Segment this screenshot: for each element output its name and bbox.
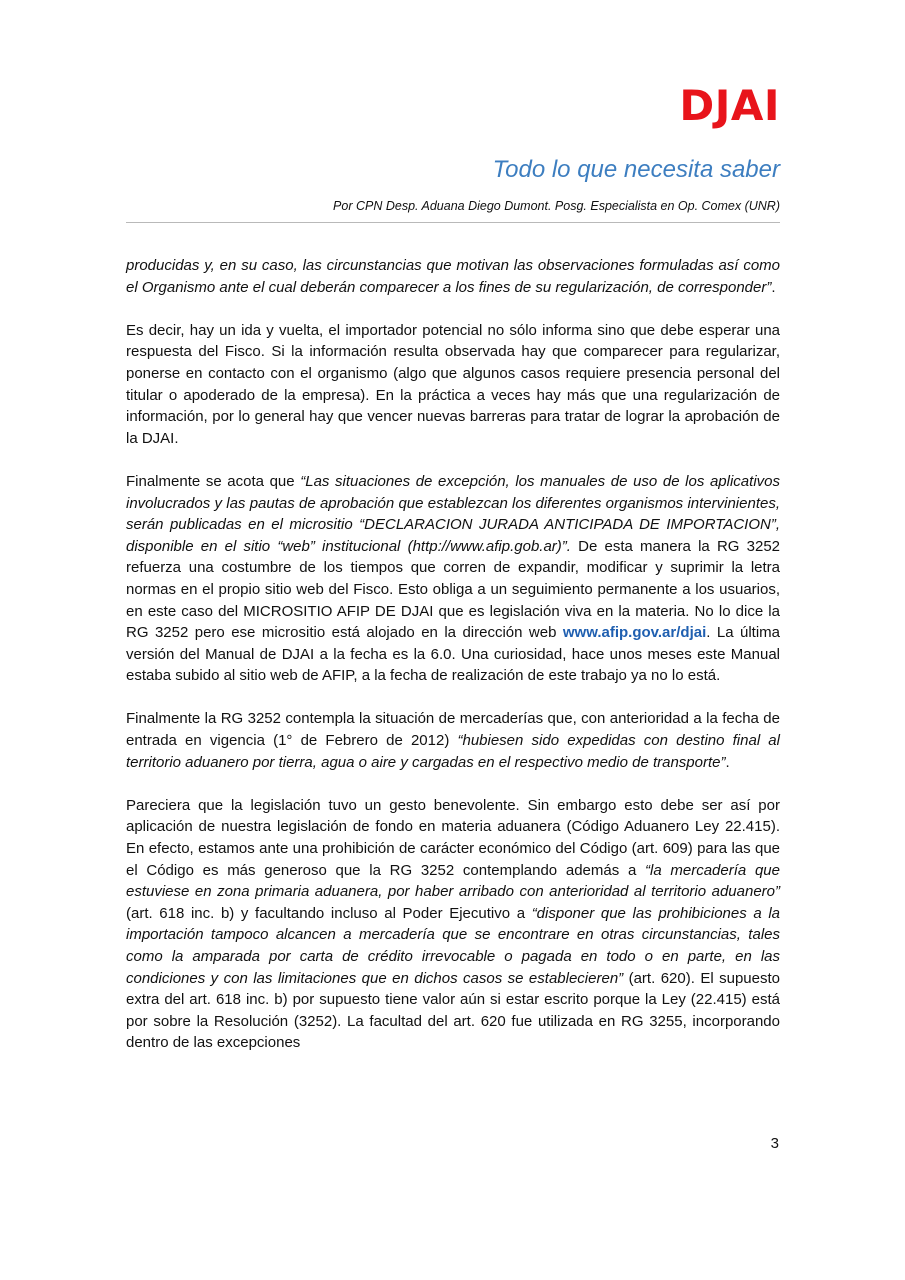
text: . — [771, 278, 776, 296]
text: Finalmente la RG 3252 contempla la situación de mercaderías que, con anterioridad a la fecha de entrada en vigencia (1° de Febrero de 2012) — [126, 710, 780, 750]
text: De esta manera la RG 3252 refuerza una costumbre de los tiempos que corren de expandir, modificar y suprimir la letra normas en el propio sitio web del Fisco. Esto obliga a un seguimiento permanente a los usuarios, en este caso del MICROSITIO AFIP DE DJAI que es legislación viva en la materia. No lo dice la RG 3252 pero ese micrositio está alojado en la dirección web — [126, 537, 780, 642]
quote: “disponer que las prohibiciones a la importación tampoco alcancen a mercadería que se encontrare en otras circunstancias, tales como la amparada por carta de crédito irrevocable o pagada en todo o en parte, en las condiciones y con las limitaciones que en dichos casos se establecieren” — [126, 904, 781, 987]
header-divider — [126, 222, 780, 223]
quote: “hubiesen sido expedidas con destino final al territorio aduanero por tierra, agua o aire y cargadas en el respectivo medio de transporte” — [126, 732, 780, 771]
document-subtitle: Todo lo que necesita saber — [492, 156, 780, 183]
quote: “la mercadería que estuviese en zona primaria aduanera, por haber arribado con anterioridad al territorio aduanero” — [126, 861, 780, 901]
quote: “Las situaciones de excepción, los manuales de uso de los aplicativos involucrados y las pautas de aprobación que establezcan los diferentes organismos intervinientes, serán publicadas en el micrositio “DECLARACION JURADA ANTICIPADA DE IMPORTACION”, disponible en el sitio “web” institucional (http://www.afip.gob.ar)”. — [126, 472, 780, 555]
text: Es decir, hay un ida y vuelta, el importador potencial no sólo informa sino que debe esperar una respuesta del Fisco. Si la información resulta observada hay que comparecer para regularizar, ponerse en contacto con el organismo (algo que algunos casos requiere presencia personal del titular o apoderado de la empresa). En la práctica a veces hay más que una regularización de información, por lo general hay que vencer nuevas barreras para tratar de lograr la aprobación de la DJAI. — [126, 321, 780, 447]
document-title: DJAI — [679, 81, 780, 130]
paragraph-1 — [126, 255, 780, 298]
page-header — [126, 78, 780, 214]
text: Finalmente se acota que — [126, 472, 301, 490]
page-number: 3 — [770, 1135, 779, 1152]
text: . — [725, 753, 730, 771]
quote: producidas y, en su caso, las circunstancias que motivan las observaciones formuladas así como el Organismo ante el cual deberán comparecer a los fines de su regularización, de corresponder” — [126, 257, 780, 296]
author-line: Por CPN Desp. Aduana Diego Dumont. Posg. Especialista en Op. Comex (UNR) — [333, 199, 780, 213]
text: Pareciera que la legislación tuvo un gesto benevolente. Sin embargo esto debe ser así por aplicación de nuestra legislación de fondo en materia aduanera (Código Aduanero Ley 22.415). En efecto, estamos ante una prohibición de carácter económico del Código (art. 609) para las que el Código es más generoso que la RG 3252 contemplando además a — [126, 796, 780, 879]
text: (art. 618 inc. b) y facultando incluso al Poder Ejecutivo a — [126, 904, 532, 922]
paragraph-5 — [126, 795, 780, 1054]
paragraph-3 — [126, 471, 780, 687]
text: (art. 620). El supuesto extra del art. 618 inc. b) por supuesto tiene valor aún si estar escrito porque la Ley (22.415) está por sobre la Resolución (3252). La facultad del art. 620 fue utilizada en RG 3255, incorporando dentro de las excepciones — [126, 969, 780, 1052]
text: . La última versión del Manual de DJAI a la fecha es la 6.0. Una curiosidad, hace unos meses este Manual estaba subido al sitio web de AFIP, a la fecha de realización de este trabajo ya no lo está. — [126, 624, 780, 685]
afip-djai-link[interactable]: www.afip.gov.ar/djai — [562, 624, 707, 642]
paragraph-2 — [126, 320, 780, 450]
body-text — [126, 255, 780, 1076]
paragraph-4 — [126, 708, 780, 773]
